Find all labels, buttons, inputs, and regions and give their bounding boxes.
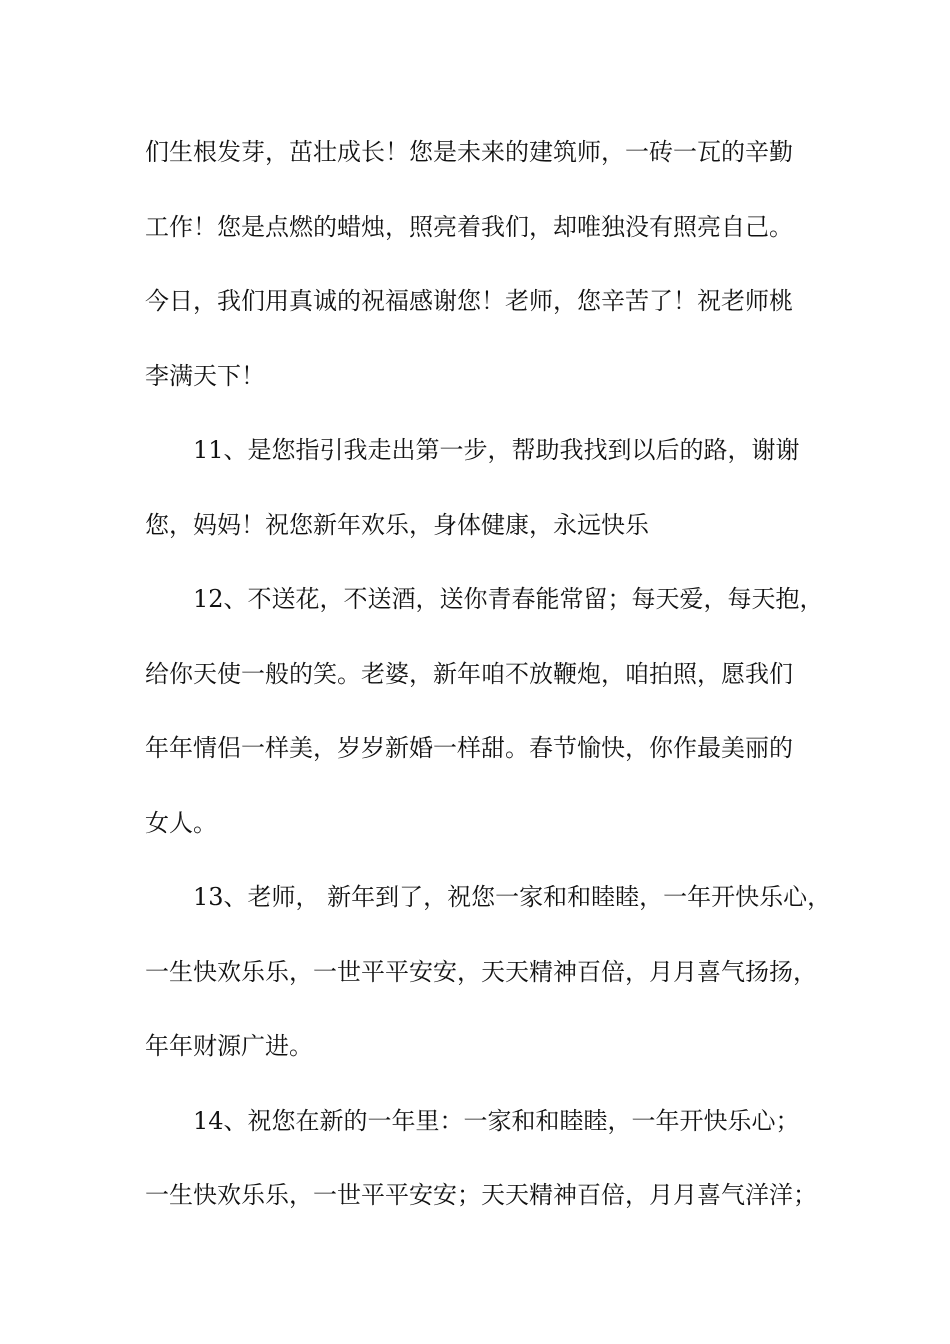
text-line: 14、祝您在新的一年里：一家和和睦睦，一年开快乐心； [193, 1107, 800, 1135]
text-line: 一生快欢乐乐，一世平平安安，天天精神百倍，月月喜气扬扬， [145, 958, 817, 986]
text-line: 12、不送花，不送酒，送你青春能常留；每天爱，每天抱， [193, 585, 824, 613]
text-line: 一生快欢乐乐，一世平平安安；天天精神百倍，月月喜气洋洋； [145, 1181, 817, 1209]
text-line: 年年财源广进。 [145, 1032, 313, 1060]
text-line: 工作！您是点燃的蜡烛，照亮着我们，却唯独没有照亮自己。 [145, 213, 793, 241]
text-line: 您，妈妈！祝您新年欢乐，身体健康，永远快乐 [145, 511, 649, 539]
text-line: 13、老师， 新年到了，祝您一家和和睦睦，一年开快乐心， [193, 883, 832, 911]
text-line: 今日，我们用真诚的祝福感谢您！老师，您辛苦了！祝老师桃 [145, 287, 793, 315]
text-line: 们生根发芽，茁壮成长！您是未来的建筑师，一砖一瓦的辛勤 [145, 138, 793, 166]
text-line: 11、是您指引我走出第一步，帮助我找到以后的路，谢谢 [193, 436, 800, 464]
text-line: 李满天下！ [145, 362, 265, 390]
text-line: 女人。 [145, 809, 217, 837]
text-line: 给你天使一般的笑。老婆，新年咱不放鞭炮，咱拍照，愿我们 [145, 660, 793, 688]
text-line: 年年情侣一样美，岁岁新婚一样甜。春节愉快，你作最美丽的 [145, 734, 793, 762]
